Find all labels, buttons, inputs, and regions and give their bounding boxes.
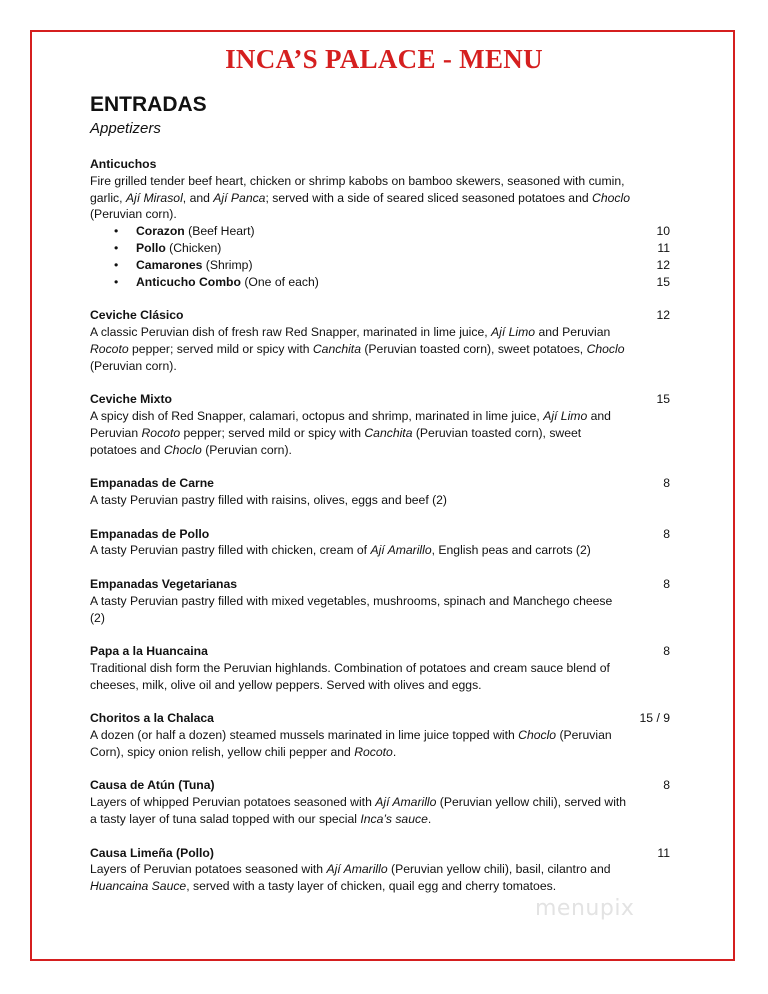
item-description: A tasty Peruvian pastry filled with chicken, cream of Ají Amarillo, English peas and carrots (2) (90, 543, 591, 558)
menu-items (90, 156, 670, 912)
subitem-price: 15 (656, 274, 670, 289)
item-name: Ceviche Clásico (90, 308, 184, 323)
item-price: 8 (663, 778, 670, 793)
item-description-italic: Choclo (163, 442, 202, 457)
item-description-italic: Ají Amarillo (370, 543, 432, 558)
subitem-note: (Shrimp) (202, 257, 253, 272)
item-name: Choritos a la Chalaca (90, 711, 214, 726)
menu-item-header (90, 576, 670, 593)
item-description-italic: Rocoto (141, 425, 181, 440)
subitem (90, 223, 670, 240)
bullet-icon: • (114, 224, 119, 239)
item-description: Fire grilled tender beef heart, chicken or shrimp kabobs on bamboo skewers, seasoned with cumin, garlic, Ají Mirasol, and Ají Panca; served with a side of seared sliced seasoned potatoes and Choclo (Peruvian corn). (90, 173, 630, 222)
bullet-icon: • (114, 274, 119, 289)
item-description-italic: Canchita (364, 425, 413, 440)
subitem-text (136, 224, 255, 238)
item-description: A spicy dish of Red Snapper, calamari, octopus and shrimp, marinated in lime juice, Ají Limo and Peruvian Rocoto pepper; served mild or spicy with Canchita (Peruvian toasted corn), sweet potatoes and Choclo (Peruvian corn). (90, 408, 611, 457)
menu-item-header (90, 475, 670, 492)
subitem-text (136, 275, 319, 289)
menu-item (90, 526, 670, 560)
item-description: A dozen (or half a dozen) steamed mussels marinated in lime juice topped with Choclo (Peruvian Corn), spicy onion relish, yellow chili pepper and Rocoto. (90, 728, 612, 759)
subitem-text (136, 241, 221, 255)
menu-item-header (90, 777, 670, 794)
menu-item-header (90, 156, 670, 173)
bullet-icon: • (114, 240, 119, 255)
item-description-italic: Choclo (586, 341, 625, 356)
menu-item (90, 777, 670, 827)
item-description-italic: Ají Panca (213, 190, 266, 205)
menu-item-header (90, 391, 670, 408)
menu-item (90, 576, 670, 626)
subitem-note: (Chicken) (165, 240, 222, 255)
item-name: Causa de Atún (Tuna) (90, 778, 215, 793)
item-description: Layers of Peruvian potatoes seasoned with Ají Amarillo (Peruvian yellow chili), basil, cilantro and Huancaina Sauce, served with a tasty layer of chicken, quail egg and cherry tomatoes. (90, 862, 611, 894)
subitem-label (90, 223, 255, 240)
item-description-italic: Rocoto (354, 744, 393, 759)
item-description-italic: Ají Limo (543, 408, 588, 423)
subitem-label (90, 274, 319, 291)
menu-item-header (90, 307, 670, 324)
section-subheading: Appetizers (90, 120, 161, 137)
menu-item (90, 845, 670, 895)
item-description-italic: Ají Amarillo (375, 795, 437, 810)
page-title: INCA’S PALACE - MENU (225, 44, 543, 74)
item-description: Layers of whipped Peruvian potatoes seasoned with Ají Amarillo (Peruvian yellow chili), served with a tasty layer of tuna salad topped with our special Inca’s sauce. (90, 795, 627, 827)
menu-item-header (90, 845, 670, 862)
item-name: Causa Limeña (Pollo) (90, 845, 214, 860)
menu-item (90, 156, 670, 290)
menu-item-header (90, 643, 670, 660)
item-price: 8 (663, 576, 670, 591)
item-price: 11 (657, 845, 670, 860)
menu-item-header (90, 526, 670, 543)
menu-item-header (90, 710, 670, 727)
subitem-list (90, 223, 670, 290)
subitem-name: Corazon (136, 224, 185, 239)
item-price: 8 (663, 476, 670, 491)
item-name: Empanadas de Pollo (90, 526, 210, 541)
menu-item (90, 643, 670, 693)
item-description-italic: Ají Mirasol (125, 190, 183, 205)
item-description-italic: Canchita (312, 341, 361, 356)
subitem-price: 12 (656, 257, 670, 272)
item-description-italic: Choclo (592, 190, 630, 205)
item-name: Ceviche Mixto (90, 392, 172, 407)
item-name: Anticuchos (90, 157, 157, 171)
subitem-price: 10 (656, 224, 670, 239)
subitem-label (90, 240, 221, 257)
item-name: Papa a la Huancaina (90, 644, 208, 659)
subitem (90, 274, 670, 291)
item-description-italic: Choclo (518, 728, 557, 743)
item-description-italic: Ají Limo (491, 324, 536, 339)
item-description: A tasty Peruvian pastry filled with raisins, olives, eggs and beef (2) (90, 492, 447, 507)
subitem-label (90, 257, 253, 274)
item-price: 15 (656, 392, 670, 407)
subitem-text (136, 258, 253, 272)
subitem-note: (Beef Heart) (184, 224, 255, 239)
menu-item (90, 475, 670, 509)
subitem-name: Camarones (136, 257, 203, 272)
item-price: 8 (663, 644, 670, 659)
watermark-logo: menupix (535, 896, 635, 921)
item-description-italic: Ají Amarillo (326, 862, 388, 877)
menu-item (90, 391, 670, 458)
subitem (90, 240, 670, 257)
item-description-italic: Rocoto (90, 341, 129, 356)
menu-item (90, 307, 670, 374)
subitem-name: Pollo (136, 240, 166, 255)
subitem-price: 11 (657, 240, 670, 255)
item-description: Traditional dish form the Peruvian highlands. Combination of potatoes and cream sauce blend of cheeses, milk, olive oil and yellow peppers. Served with olives and eggs. (90, 660, 610, 692)
item-price: 15 / 9 (639, 711, 670, 726)
subitem-name: Anticucho Combo (136, 274, 241, 289)
item-price (630, 156, 670, 173)
item-price: 8 (663, 526, 670, 541)
item-description: A classic Peruvian dish of fresh raw Red Snapper, marinated in lime juice, Ají Limo and Peruvian Rocoto pepper; served mild or spicy with Canchita (Peruvian toasted corn), sweet potatoes, Choclo (Peruvian corn). (90, 324, 625, 373)
item-name: Empanadas Vegetarianas (90, 576, 237, 591)
item-price: 12 (656, 308, 670, 323)
item-description-italic: Huancaina Sauce (90, 879, 187, 894)
bullet-icon: • (114, 257, 119, 272)
menu-item (90, 710, 670, 760)
section-heading: ENTRADAS (90, 93, 207, 116)
item-description-italic: Inca’s sauce (360, 812, 428, 827)
item-name: Empanadas de Carne (90, 476, 214, 491)
item-description: A tasty Peruvian pastry filled with mixed vegetables, mushrooms, spinach and Manchego cheese (2) (90, 593, 613, 625)
subitem-note: (One of each) (240, 274, 319, 289)
subitem (90, 257, 670, 274)
